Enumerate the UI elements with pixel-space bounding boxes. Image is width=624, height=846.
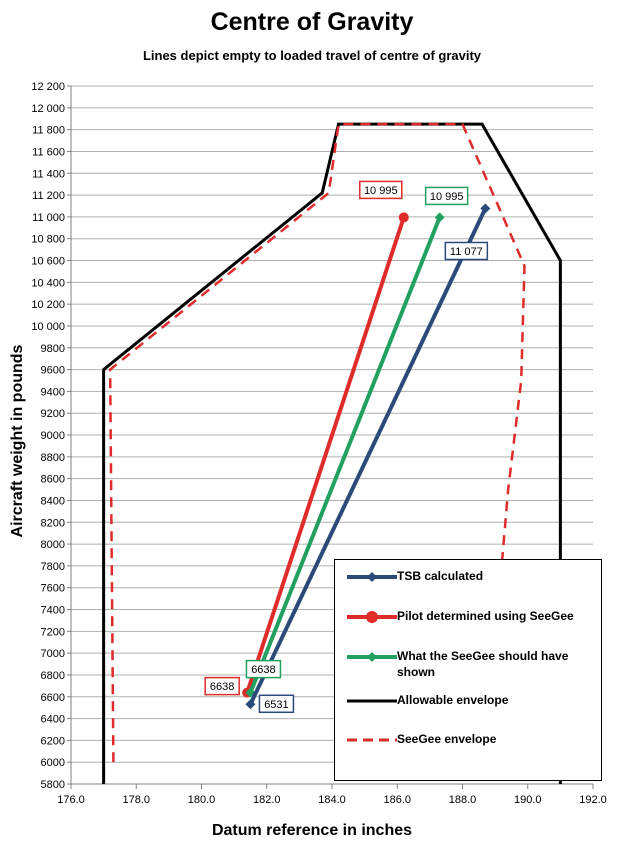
x-tick-label: 186.0 xyxy=(383,794,412,806)
y-tick-label: 11 200 xyxy=(32,190,65,203)
y-tick-label: 9200 xyxy=(40,408,65,421)
y-tick-label: 10 400 xyxy=(31,277,65,290)
x-tick-label: 182.0 xyxy=(252,794,281,806)
legend-swatch-pilot xyxy=(347,610,397,624)
pilot-empty-label: 6638 xyxy=(209,681,235,694)
x-tick-label: 176.0 xyxy=(57,794,85,806)
y-tick-label: 7600 xyxy=(40,582,65,595)
chart-subtitle: Lines depict empty to loaded travel of centre of gravity xyxy=(142,48,482,63)
data-point-marker xyxy=(399,212,409,222)
y-tick-label: 9600 xyxy=(40,364,65,377)
y-tick-label: 6000 xyxy=(40,757,65,770)
y-tick-label: 6200 xyxy=(40,735,65,748)
y-tick-label: 5800 xyxy=(40,779,65,791)
legend xyxy=(334,559,602,781)
legend-label-allowable: Allowable envelope xyxy=(397,693,509,707)
x-tick-label: 188.0 xyxy=(448,794,477,806)
x-tick-label: 190.0 xyxy=(513,794,542,806)
legend-swatch-allowable xyxy=(347,694,397,708)
y-tick-label: 6400 xyxy=(40,713,65,726)
y-tick-label: 12 200 xyxy=(31,81,65,93)
chart-title: Centre of Gravity xyxy=(210,8,414,36)
y-tick-label: 11 800 xyxy=(32,124,65,137)
y-tick-label: 7400 xyxy=(40,604,65,617)
legend-swatch-should xyxy=(347,650,397,664)
y-tick-label: 9400 xyxy=(40,386,65,399)
y-axis-label: Aircraft weight in pounds xyxy=(9,344,26,538)
y-tick-label: 9000 xyxy=(40,430,65,442)
y-tick-label: 10 000 xyxy=(31,320,65,333)
y-tick-label: 8400 xyxy=(40,495,65,508)
y-tick-label: 11 400 xyxy=(32,168,65,181)
x-tick-label: 184.0 xyxy=(318,794,346,806)
x-axis-label: Datum reference in inches xyxy=(211,822,413,839)
y-tick-label: 8000 xyxy=(40,539,65,552)
pilot-loaded-label: 10 995 xyxy=(363,184,398,197)
legend-label-pilot: Pilot determined using SeeGee xyxy=(397,609,574,623)
should-empty-label: 6638 xyxy=(251,664,276,677)
x-tick-label: 192.0 xyxy=(579,794,607,806)
legend-label-tsb: TSB calculated xyxy=(397,569,484,583)
should-loaded-label: 10 995 xyxy=(429,190,464,203)
y-tick-label: 7000 xyxy=(40,648,65,661)
y-tick-label: 10 600 xyxy=(31,255,65,268)
y-tick-label: 6600 xyxy=(40,691,65,704)
y-tick-label: 8200 xyxy=(40,517,65,530)
y-tick-label: 10 800 xyxy=(31,233,65,246)
y-tick-label: 9800 xyxy=(40,342,65,355)
y-tick-label: 7200 xyxy=(40,626,65,639)
legend-swatch-seegee xyxy=(347,733,397,747)
legend-label-seegee: SeeGee envelope xyxy=(397,732,497,746)
y-tick-label: 7800 xyxy=(40,560,65,573)
legend-label-should: What the SeeGee should have shown xyxy=(397,649,569,679)
y-tick-label: 12 000 xyxy=(31,102,65,115)
y-tick-label: 10 200 xyxy=(31,299,65,312)
y-tick-label: 11 000 xyxy=(32,211,65,224)
y-tick-label: 8800 xyxy=(40,451,65,464)
y-tick-label: 6800 xyxy=(40,669,65,682)
tsb-loaded-label: 11 077 xyxy=(449,245,483,258)
legend-swatch-tsb xyxy=(347,570,397,584)
x-tick-label: 180.0 xyxy=(187,794,216,806)
x-tick-label: 178.0 xyxy=(122,794,151,806)
y-tick-label: 11 600 xyxy=(32,146,65,159)
tsb-empty-label: 6531 xyxy=(264,698,289,711)
y-tick-label: 8600 xyxy=(40,473,65,486)
